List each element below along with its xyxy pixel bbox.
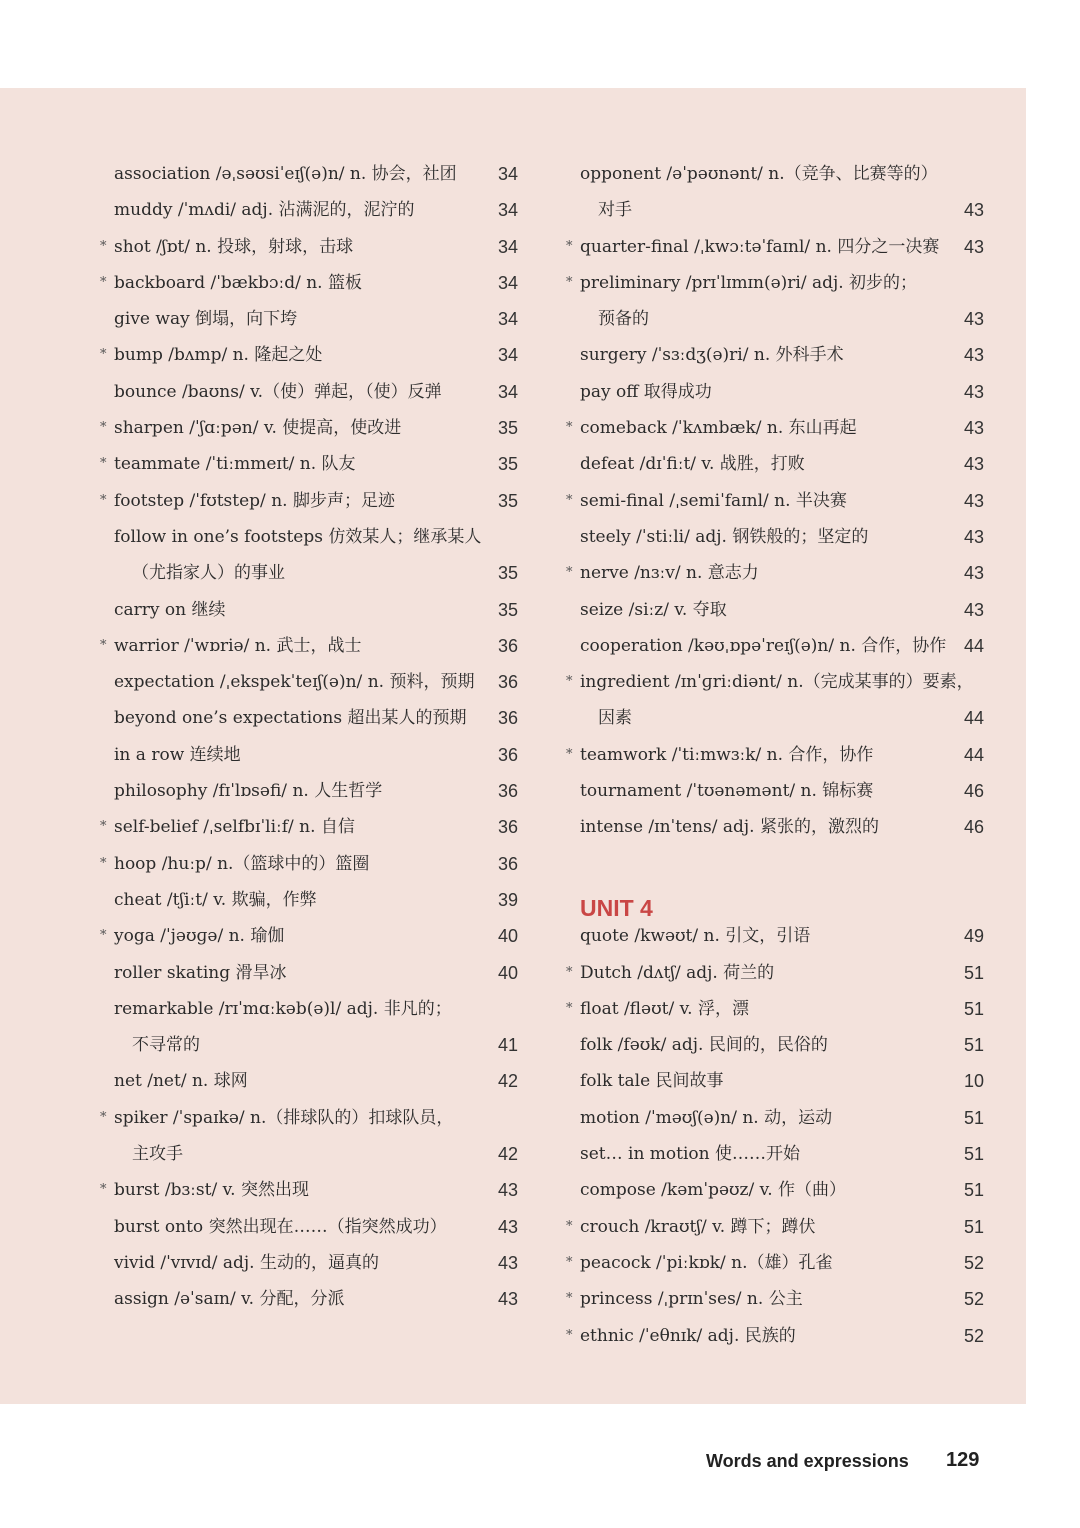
entry-text: surgery /ˈsɜːdʒ(ə)ri/ n. 外科手术 xyxy=(580,345,844,366)
entry-page: 43 xyxy=(963,526,984,547)
entry-text: 不寻常的 xyxy=(132,1035,200,1056)
entry-row xyxy=(100,519,518,555)
entry-text: expectation /ˌekspekˈteɪʃ(ə)n/ n. 预料，预期 xyxy=(114,672,475,693)
entry-text: defeat /dɪˈfiːt/ v. 战胜，打败 xyxy=(580,454,805,475)
entry-page: 43 xyxy=(963,563,984,584)
entry-text: （尤指家人）的事业 xyxy=(132,563,285,584)
entry-page: 10 xyxy=(963,1071,984,1092)
star-marker-icon: * xyxy=(566,964,573,980)
entry-text: yoga /ˈjəʊɡə/ n. 瑜伽 xyxy=(114,926,285,947)
entry-text: remarkable /rɪˈmɑːkəb(ə)l/ adj. 非凡的； xyxy=(114,998,452,1019)
star-marker-icon: * xyxy=(100,347,107,363)
entry-text: beyond one’s expectations 超出某人的预期 xyxy=(114,708,467,729)
unit-heading: UNIT 4 xyxy=(580,894,653,921)
star-marker-icon: * xyxy=(566,1291,573,1307)
entry-row xyxy=(100,1245,518,1281)
entry-row xyxy=(566,918,984,954)
entry-page: 34 xyxy=(497,345,518,366)
entry-text: seize /siːz/ v. 夺取 xyxy=(580,599,727,620)
entry-row xyxy=(100,337,518,373)
entry-row xyxy=(566,337,984,373)
entry-text: 主攻手 xyxy=(132,1144,183,1165)
entry-row xyxy=(100,410,518,446)
entry-page: 51 xyxy=(963,1216,984,1237)
entry-text: 预备的 xyxy=(598,309,649,330)
entry-page: 40 xyxy=(497,962,518,983)
entry-text: comeback /ˈkʌmbæk/ n. 东山再起 xyxy=(580,418,857,439)
entry-page: 52 xyxy=(963,1325,984,1346)
entry-page: 51 xyxy=(963,1035,984,1056)
entry-row xyxy=(566,1318,984,1354)
star-marker-icon: * xyxy=(100,456,107,472)
entry-row xyxy=(566,410,984,446)
entry-text: hoop /huːp/ n.（篮球中的）篮圈 xyxy=(114,853,370,874)
entry-text: folk tale 民间故事 xyxy=(580,1071,724,1092)
entry-text: ethnic /ˈeθnɪk/ adj. 民族的 xyxy=(580,1325,796,1346)
entry-page: 44 xyxy=(963,708,984,729)
entry-text: self-belief /ˌselfbɪˈliːf/ n. 自信 xyxy=(114,817,355,838)
entry-text: motion /ˈməʊʃ(ə)n/ n. 动，运动 xyxy=(580,1107,833,1128)
entry-row xyxy=(566,628,984,664)
entry-row xyxy=(566,156,984,192)
footer-page-number: 129 xyxy=(946,1449,980,1471)
entry-row xyxy=(566,192,984,228)
entry-row xyxy=(566,374,984,410)
entry-text: roller skating 滑旱冰 xyxy=(114,962,287,983)
star-marker-icon: * xyxy=(100,1109,107,1125)
entry-text: teamwork /ˈtiːmwɜːk/ n. 合作，协作 xyxy=(580,744,874,765)
entry-row xyxy=(100,301,518,337)
entry-page: 42 xyxy=(497,1071,518,1092)
entry-text: philosophy /fɪˈlɒsəfi/ n. 人生哲学 xyxy=(114,781,383,802)
entry-page: 34 xyxy=(497,381,518,402)
entry-text: cooperation /kəʊˌɒpəˈreɪʃ(ə)n/ n. 合作，协作 xyxy=(580,635,947,656)
entry-page: 36 xyxy=(497,853,518,874)
entry-row xyxy=(566,555,984,591)
entry-page: 34 xyxy=(497,236,518,257)
entry-text: spiker /ˈspaɪkə/ n.（排球队的）扣球队员， xyxy=(114,1107,454,1128)
entry-page: 34 xyxy=(497,272,518,293)
entry-page: 43 xyxy=(497,1216,518,1237)
entry-row xyxy=(566,809,984,845)
star-marker-icon: * xyxy=(100,238,107,254)
entry-text: cheat /tʃiːt/ v. 欺骗，作弊 xyxy=(114,889,317,910)
entry-text: crouch /kraʊtʃ/ v. 蹲下；蹲伏 xyxy=(580,1216,816,1237)
entry-row xyxy=(566,991,984,1027)
entry-row xyxy=(566,446,984,482)
star-marker-icon: * xyxy=(566,1000,573,1016)
entry-page: 43 xyxy=(963,345,984,366)
entry-page: 46 xyxy=(963,781,984,802)
entry-text: Dutch /dʌtʃ/ adj. 荷兰的 xyxy=(580,962,775,983)
entry-text: vivid /ˈvɪvɪd/ adj. 生动的，逼真的 xyxy=(114,1252,379,1273)
star-marker-icon: * xyxy=(566,1218,573,1234)
star-marker-icon: * xyxy=(566,1254,573,1270)
entry-page: 43 xyxy=(963,381,984,402)
entry-text: steely /ˈstiːli/ adj. 钢铁般的；坚定的 xyxy=(580,526,869,547)
entry-row xyxy=(100,1209,518,1245)
entry-row xyxy=(566,1245,984,1281)
entry-row xyxy=(100,156,518,192)
entry-page: 51 xyxy=(963,1180,984,1201)
entry-row xyxy=(566,519,984,555)
entry-row xyxy=(100,846,518,882)
star-marker-icon: * xyxy=(100,819,107,835)
entry-row xyxy=(100,1027,518,1063)
entry-text: intense /ɪnˈtens/ adj. 紧张的，激烈的 xyxy=(580,817,879,838)
entry-text: princess /ˌprɪnˈses/ n. 公主 xyxy=(580,1289,803,1310)
star-marker-icon: * xyxy=(100,420,107,436)
entry-row xyxy=(100,773,518,809)
entry-text: burst onto 突然出现在……（指突然成功） xyxy=(114,1216,447,1237)
entry-row xyxy=(100,955,518,991)
entry-page: 43 xyxy=(497,1289,518,1310)
entry-text: compose /kəmˈpəʊz/ v. 作（曲） xyxy=(580,1180,847,1201)
entry-text: folk /fəʊk/ adj. 民间的，民俗的 xyxy=(580,1035,828,1056)
entry-row xyxy=(566,700,984,736)
entry-text: semi-final /ˌsemiˈfaɪnl/ n. 半决赛 xyxy=(580,490,847,511)
star-marker-icon: * xyxy=(566,238,573,254)
entry-page: 43 xyxy=(963,599,984,620)
footer-section-title: Words and expressions xyxy=(706,1451,909,1471)
entry-text: muddy /ˈmʌdi/ adj. 沾满泥的，泥泞的 xyxy=(114,200,415,221)
star-marker-icon: * xyxy=(566,420,573,436)
entry-row xyxy=(566,301,984,337)
entry-row xyxy=(100,374,518,410)
entry-page: 51 xyxy=(963,1144,984,1165)
entry-row xyxy=(566,955,984,991)
entry-text: carry on 继续 xyxy=(114,599,226,620)
entry-text: warrior /ˈwɒriə/ n. 武士，战士 xyxy=(114,635,362,656)
entry-page: 43 xyxy=(963,309,984,330)
entry-text: quarter-final /ˌkwɔːtəˈfaɪnl/ n. 四分之一决赛 xyxy=(580,236,940,257)
entry-page: 36 xyxy=(497,744,518,765)
entry-page: 49 xyxy=(963,926,984,947)
entry-text: net /net/ n. 球网 xyxy=(114,1071,248,1092)
entry-page: 52 xyxy=(963,1252,984,1273)
star-marker-icon: * xyxy=(566,746,573,762)
entry-row xyxy=(100,664,518,700)
star-marker-icon: * xyxy=(100,274,107,290)
entry-page: 35 xyxy=(497,599,518,620)
entry-text: in a row 连续地 xyxy=(114,744,241,765)
entry-page: 34 xyxy=(497,200,518,221)
entry-page: 51 xyxy=(963,998,984,1019)
entry-row xyxy=(100,1172,518,1208)
left-column xyxy=(100,156,518,1318)
entry-page: 36 xyxy=(497,672,518,693)
entry-text: footstep /ˈfʊtstep/ n. 脚步声；足迹 xyxy=(114,490,395,511)
entry-page: 43 xyxy=(497,1180,518,1201)
entry-page: 43 xyxy=(963,236,984,257)
entry-text: 对手 xyxy=(598,200,632,221)
entry-page: 36 xyxy=(497,817,518,838)
entry-row xyxy=(100,555,518,591)
entry-page: 36 xyxy=(497,708,518,729)
entry-page: 34 xyxy=(497,164,518,184)
entry-text: burst /bɜːst/ v. 突然出现 xyxy=(114,1180,309,1201)
entry-row xyxy=(100,265,518,301)
entry-page: 51 xyxy=(963,962,984,983)
entry-row xyxy=(100,700,518,736)
entry-text: bounce /baʊns/ v.（使）弹起，（使）反弹 xyxy=(114,381,442,402)
entry-row xyxy=(100,809,518,845)
entry-row xyxy=(100,192,518,228)
star-marker-icon: * xyxy=(100,637,107,653)
entry-page: 51 xyxy=(963,1107,984,1128)
star-marker-icon: * xyxy=(566,565,573,581)
entry-page: 42 xyxy=(497,1144,518,1165)
entry-page: 44 xyxy=(963,744,984,765)
star-marker-icon: * xyxy=(100,1182,107,1198)
entry-text: quote /kwəʊt/ n. 引文，引语 xyxy=(580,926,811,947)
entry-page: 35 xyxy=(497,454,518,475)
entry-text: set… in motion 使……开始 xyxy=(580,1144,801,1165)
entry-row xyxy=(566,1027,984,1063)
section-spacer xyxy=(566,846,984,882)
entry-text: shot /ʃɒt/ n. 投球，射球，击球 xyxy=(114,236,354,257)
entry-row xyxy=(566,1281,984,1317)
entry-text: pay off 取得成功 xyxy=(580,381,712,402)
entry-text: opponent /əˈpəʊnənt/ n.（竞争、比赛等的） xyxy=(580,164,938,184)
entry-page: 41 xyxy=(497,1035,518,1056)
entry-text: follow in one’s footsteps 仿效某人；继承某人 xyxy=(114,526,482,547)
entry-text: nerve /nɜːv/ n. 意志力 xyxy=(580,563,759,584)
entry-page: 43 xyxy=(497,1252,518,1273)
entry-row xyxy=(100,446,518,482)
entry-page: 35 xyxy=(497,563,518,584)
entry-text: backboard /ˈbækbɔːd/ n. 篮板 xyxy=(114,272,362,293)
entry-row xyxy=(100,991,518,1027)
star-marker-icon: * xyxy=(100,855,107,871)
star-marker-icon: * xyxy=(100,492,107,508)
entry-row xyxy=(100,628,518,664)
unit-heading-row xyxy=(566,882,984,921)
entry-row xyxy=(100,1100,518,1136)
entry-text: assign /əˈsaɪn/ v. 分配，分派 xyxy=(114,1289,345,1310)
entry-row xyxy=(100,1136,518,1172)
entry-text: sharpen /ˈʃɑːpən/ v. 使提高，使改进 xyxy=(114,418,402,439)
entry-page: 40 xyxy=(497,926,518,947)
entry-page: 43 xyxy=(963,418,984,439)
entry-row xyxy=(566,265,984,301)
entry-row xyxy=(566,1172,984,1208)
entry-row xyxy=(566,737,984,773)
entry-page: 52 xyxy=(963,1289,984,1310)
entry-row xyxy=(566,773,984,809)
entry-text: ingredient /ɪnˈɡriːdiənt/ n.（完成某事的）要素， xyxy=(580,672,974,693)
entry-page: 46 xyxy=(963,817,984,838)
entry-text: float /fləʊt/ v. 浮，漂 xyxy=(580,998,749,1019)
entry-page: 35 xyxy=(497,490,518,511)
entry-text: give way 倒塌，向下垮 xyxy=(114,309,298,330)
entry-text: tournament /ˈtʊənəmənt/ n. 锦标赛 xyxy=(580,781,874,802)
entry-text: peacock /ˈpiːkɒk/ n.（雄）孔雀 xyxy=(580,1252,833,1273)
entry-page: 36 xyxy=(497,635,518,656)
entry-page: 43 xyxy=(963,490,984,511)
entry-row xyxy=(566,1063,984,1099)
entry-text: teammate /ˈtiːmmeɪt/ n. 队友 xyxy=(114,454,356,475)
entry-row xyxy=(100,1281,518,1317)
entry-row xyxy=(566,1136,984,1172)
entry-text: preliminary /prɪˈlɪmɪn(ə)ri/ adj. 初步的； xyxy=(580,272,918,293)
star-marker-icon: * xyxy=(566,492,573,508)
entry-page: 39 xyxy=(497,889,518,910)
right-column xyxy=(566,156,984,1354)
entry-row xyxy=(100,882,518,918)
star-marker-icon: * xyxy=(100,928,107,944)
entry-text: 因素 xyxy=(598,708,632,729)
entry-row xyxy=(566,1209,984,1245)
entry-page: 44 xyxy=(963,635,984,656)
entry-row xyxy=(566,664,984,700)
entry-page: 43 xyxy=(963,200,984,221)
star-marker-icon: * xyxy=(566,674,573,690)
entry-page: 36 xyxy=(497,781,518,802)
entry-row xyxy=(100,592,518,628)
entry-page: 35 xyxy=(497,418,518,439)
entry-row xyxy=(100,918,518,954)
entry-row xyxy=(566,1100,984,1136)
entry-row xyxy=(566,229,984,265)
entry-row xyxy=(566,483,984,519)
entry-page: 43 xyxy=(963,454,984,475)
entry-row xyxy=(100,483,518,519)
entry-text: association /əˌsəʊsiˈeɪʃ(ə)n/ n. 协会，社团 xyxy=(114,164,457,184)
entry-row xyxy=(100,1063,518,1099)
entry-row xyxy=(100,737,518,773)
star-marker-icon: * xyxy=(566,1327,573,1343)
entry-page: 34 xyxy=(497,309,518,330)
entry-text: bump /bʌmp/ n. 隆起之处 xyxy=(114,345,323,366)
entry-row xyxy=(566,592,984,628)
star-marker-icon: * xyxy=(566,274,573,290)
entry-row xyxy=(100,229,518,265)
